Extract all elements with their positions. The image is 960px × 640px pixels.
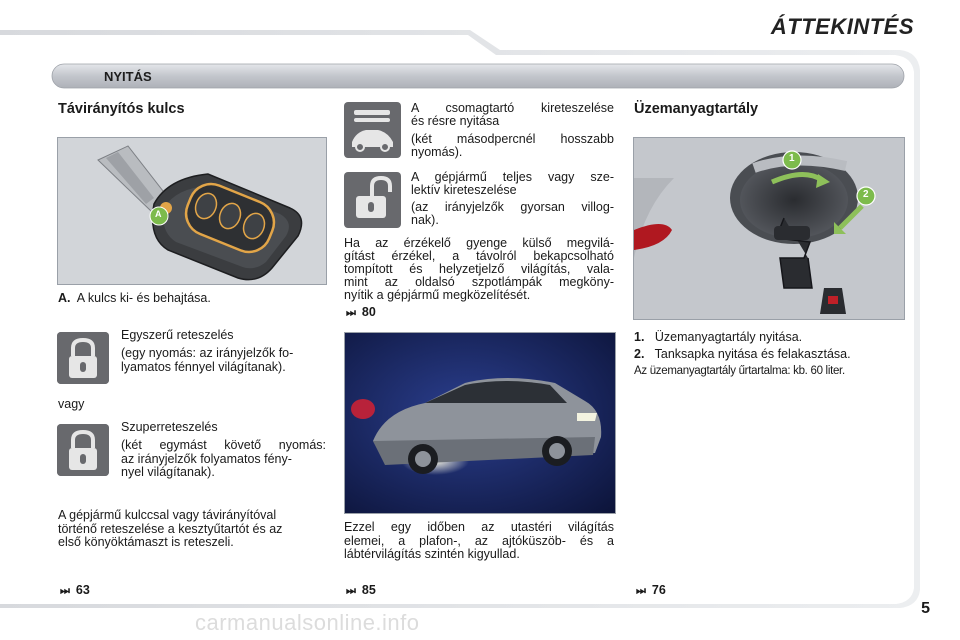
page-ref-85[interactable] [346,583,376,598]
ref-arrow-icon: ⏭ [636,585,646,597]
remote-key-image [57,137,327,285]
glovebox-note-line-1: A gépjármű kulccsal vagy távirányítóval [58,508,277,522]
step-text: Üzemanyagtartály nyitása. [654,330,803,344]
caption-text: A kulcs ki- és behajtása. [76,291,211,305]
trunk-text-line-3: (két másodpercnél hosszabb [411,132,614,146]
fuel-filler-image [633,137,905,320]
page-ref-76[interactable] [636,583,666,598]
ref-arrow-icon: ⏭ [346,585,356,597]
page-title: ÁTTEKINTÉS [770,14,914,39]
trunk-text-line-1: A csomagtartó kireteszelése [411,101,614,115]
lock1-desc-line-2: lyamatos fénnyel világítanak). [121,360,286,374]
fuel-callout-2: 2 [863,189,869,200]
ref-number: 85 [361,583,376,597]
lock1-title: Egyszerű reteszelés [121,328,234,342]
glovebox-note-line-2: történő reteszelése a kesztyűtartót és az [58,522,283,536]
lock2-desc-line-1: (két egymást követő nyomás: [121,438,326,452]
lock2-desc-line-3: nyel világítanak). [121,465,215,479]
page-ref-63[interactable] [60,583,90,598]
fuel-tank-heading: Üzemanyagtartály [634,101,759,117]
section-title: NYITÁS [104,69,152,84]
unlock-text-line-3: (az irányjelzők gyorsan villog- [411,200,614,214]
fuel-capacity-note: Az üzemanyagtartály űrtartalma: kb. 60 liter. [634,365,845,377]
lock2-desc-line-2: az irányjelzők folyamatos fény- [121,452,292,466]
unlock-text-line-1: A gépjármű teljes vagy sze- [411,170,614,184]
unlock-icon-box [344,172,401,228]
fuel-step-1 [634,331,802,345]
key-callout-a: A [155,209,162,219]
trunk-unlock-icon [344,102,401,158]
lock1-desc-line-1: (egy nyomás: az irányjelzők fo- [121,346,294,360]
unlock-text-line-2: lektív kireteszelése [411,183,517,197]
page-number: 5 [921,600,930,617]
approach-light-line-2: gítást érzékel, a távolról bekapcsolható [344,249,614,263]
trunk-text-line-2: és résre nyitása [411,114,500,128]
ref-arrow-icon: ⏭ [60,585,70,597]
caption-letter: A. [58,291,71,305]
interior-light-line-1: Ezzel egy időben az utastéri világítás [344,520,614,534]
remote-key-heading: Távirányítós kulcs [58,101,185,117]
car-approach-lighting-illustration [345,333,615,513]
ref-arrow-icon: ⏭ [346,307,356,319]
approach-light-line-3: tompított és helyzetjelző világítás, vala- [344,262,614,276]
watermark: carmanualsonline.info [195,610,420,635]
step-number: 1. [634,330,645,344]
superlock-icon [57,424,109,476]
lock2-title: Szuperreteszelés [121,420,218,434]
ref-number: 80 [361,305,376,319]
fuel-callout-1: 1 [789,153,795,164]
approach-light-line-5: nyítik a gépjármű megközelítését. [344,288,531,302]
lock-icon [57,332,109,384]
lock-icon-box [57,332,109,384]
interior-light-line-3: lábtérvilágítás szintén kigyullad. [344,547,520,561]
fuel-step-2 [634,348,851,362]
superlock-icon-box [57,424,109,476]
key-caption [58,292,211,306]
fuel-filler-illustration [634,138,904,319]
step-number: 2. [634,347,645,361]
remote-key-illustration [58,138,326,284]
approach-light-line-1: Ha az érzékelő gyenge külső megvilá- [344,236,614,250]
ref-number: 63 [75,583,90,597]
car-night-image [344,332,616,514]
or-label: vagy [58,397,85,411]
unlock-text-line-4: nak). [411,213,439,227]
ref-number: 76 [651,583,666,597]
trunk-text-line-4: nyomás). [411,145,463,159]
interior-light-line-2: elemei, a plafon-, az ajtóküszöb- és a [344,534,614,548]
step-text: Tanksapka nyitása és felakasztása. [654,347,851,361]
glovebox-note-line-3: első könyöktámaszt is reteszeli. [58,535,234,549]
unlock-icon [344,172,401,228]
approach-light-line-4: mint az oldalsó szpotlámpák megköny- [344,275,614,289]
page-ref-80[interactable] [346,305,376,320]
trunk-icon-box [344,102,401,158]
